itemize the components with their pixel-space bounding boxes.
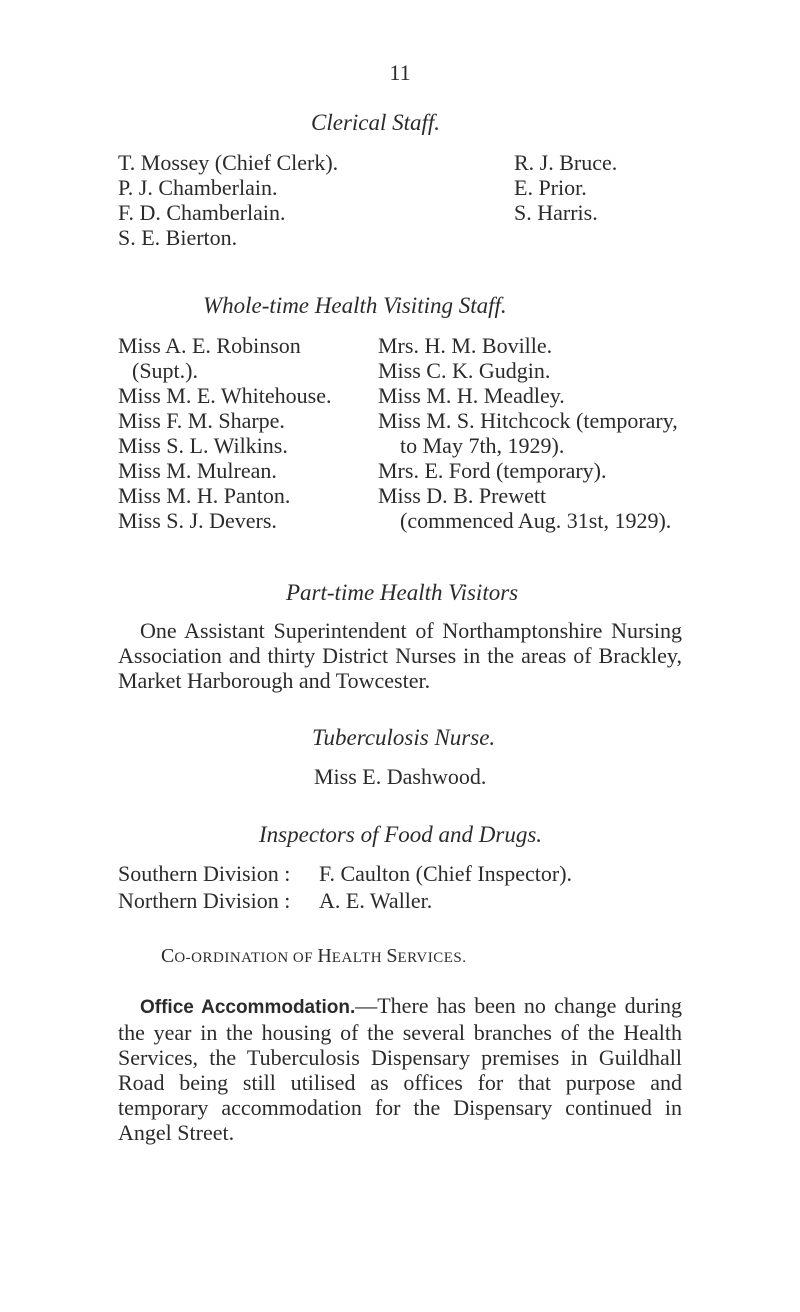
visitor-name: (Supt.).	[132, 358, 198, 383]
clerical-staff-name: F. D. Chamberlain.	[118, 200, 286, 225]
tuberculosis-nurse-heading: Tuberculosis Nurse.	[312, 725, 496, 750]
visitor-name: Miss C. K. Gudgin.	[378, 358, 551, 383]
page-number: 11	[389, 60, 411, 85]
part-time-visitors-heading: Part-time Health Visitors	[286, 580, 519, 605]
heading-smallcaps: O-ORDINATION OF	[174, 950, 318, 966]
visitor-name: Miss M. H. Panton.	[118, 483, 291, 508]
heading-initial: C	[161, 945, 175, 967]
coordination-heading	[161, 945, 467, 968]
visitor-name: Mrs. E. Ford (temporary).	[378, 458, 607, 483]
part-time-visitors-text: One Assistant Superintendent of Northamptonshire Nursing Association and thirty District Nurses in the areas of Brackley, Market Harborough and Towcester.	[118, 618, 682, 693]
southern-division-label: Southern Division :	[118, 861, 291, 886]
visitor-name: Miss A. E. Robinson	[118, 333, 301, 358]
visitor-name: Miss S. L. Wilkins.	[118, 433, 288, 458]
visitor-name: Miss D. B. Prewett	[378, 483, 547, 508]
southern-division-inspector: F. Caulton (Chief Inspector).	[319, 861, 573, 886]
office-accommodation-paragraph	[118, 993, 682, 1145]
visitor-name: Miss M. S. Hitchcock (temporary,	[378, 408, 678, 433]
heading-smallcaps: ERVICES.	[397, 950, 467, 966]
northern-division-inspector: A. E. Waller.	[319, 888, 433, 913]
clerical-staff-name: T. Mossey (Chief Clerk).	[118, 150, 339, 175]
visitor-name: Mrs. H. M. Boville.	[378, 333, 553, 358]
visitor-name: (commenced Aug. 31st, 1929).	[400, 508, 672, 533]
heading-initial: H	[317, 945, 332, 967]
clerical-staff-name: P. J. Chamberlain.	[118, 175, 278, 200]
clerical-staff-name: S. Harris.	[514, 200, 598, 225]
tuberculosis-nurse-name: Miss E. Dashwood.	[314, 764, 487, 789]
northern-division-label: Northern Division :	[118, 888, 291, 913]
clerical-staff-heading: Clerical Staff.	[311, 110, 441, 135]
clerical-staff-right-column	[514, 150, 617, 225]
visitor-name: Miss F. M. Sharpe.	[118, 408, 285, 433]
office-accommodation-lead: Office Accommodation.	[140, 997, 356, 1018]
heading-initial: S	[386, 945, 398, 967]
inspectors-heading: Inspectors of Food and Drugs.	[259, 822, 543, 847]
visitor-name: Miss M. H. Meadley.	[378, 383, 565, 408]
heading-smallcaps: EALTH	[331, 950, 387, 966]
whole-time-staff-right-column	[378, 333, 678, 533]
clerical-staff-name: E. Prior.	[514, 175, 587, 200]
visitor-name: Miss M. Mulrean.	[118, 458, 277, 483]
whole-time-staff-left-column	[118, 333, 331, 533]
clerical-staff-name: S. E. Bierton.	[118, 225, 238, 250]
part-time-visitors-paragraph	[118, 618, 682, 693]
clerical-staff-name: R. J. Bruce.	[514, 150, 618, 175]
office-accommodation-text: —There has been no change during the year in the housing of the several branches of the Health Services, the Tuberculosis Dispensary premises in Guildhall Road being still utilised as offices for that purpose and temporary accommodation for the Dispensary continued in Angel Street.	[118, 993, 683, 1145]
visitor-name: to May 7th, 1929).	[400, 433, 565, 458]
whole-time-staff-heading: Whole-time Health Visiting Staff.	[203, 293, 507, 318]
clerical-staff-left-column	[118, 150, 338, 250]
visitor-name: Miss S. J. Devers.	[118, 508, 277, 533]
visitor-name: Miss M. E. Whitehouse.	[118, 383, 332, 408]
